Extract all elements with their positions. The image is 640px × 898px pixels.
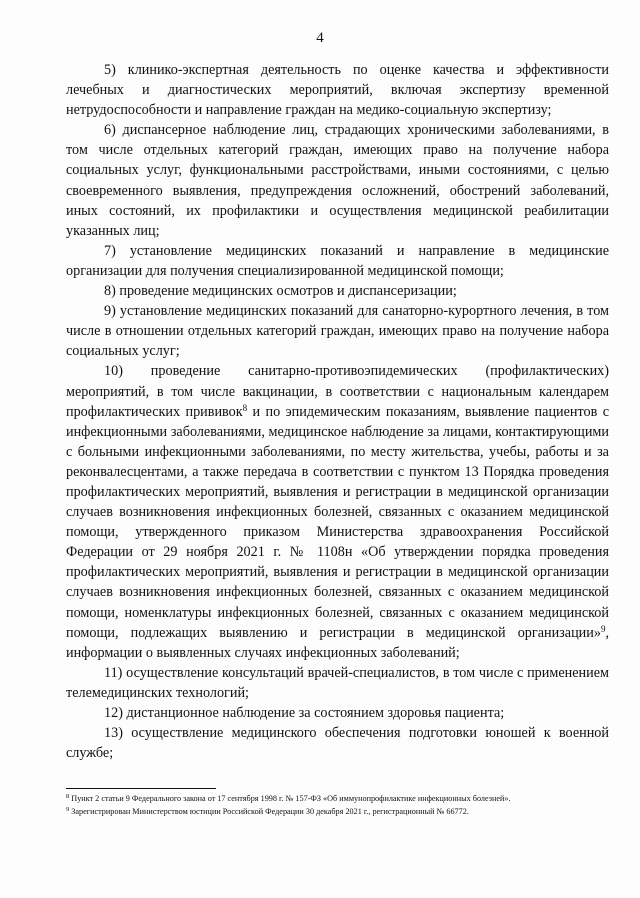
document-body [66, 60, 609, 763]
paragraph-item-6: 6) диспансерное наблюдение лиц, страдающих хроническими заболеваниями, в том числе отдельных категорий граждан, имеющих право на получение набора социальных услуг, функциональными расстройствами, иными состояниями, с целью своевременного выявления, предупреждения осложнений, обострений заболеваний, иных состояний, их профилактики и осуществления медицинской реабилитации указанных лиц; [66, 122, 609, 239]
footnote-9-text: Зарегистрирован Министерством юстиции Российской Федерации 30 декабря 2021 г., регистрационный № 66772. [69, 806, 469, 816]
footnote-marker-8: 8 [66, 793, 70, 800]
paragraph-item-8: 8) проведение медицинских осмотров и диспансеризации; [104, 283, 457, 300]
paragraph-item-13: 13) осуществление медицинского обеспечения подготовки юношей к военной службе; [66, 725, 609, 762]
footnote-8-text: Пункт 2 статьи 9 Федерального закона от 17 сентября 1998 г. № 157-ФЗ «Об иммунопрофилактике инфекционных болезней». [69, 794, 511, 803]
paragraph-item-9: 9) установление медицинских показаний для санаторно-курортного лечения, в том числе в отношении отдельных категорий граждан, имеющих право на получение набора социальных услуг; [66, 303, 609, 360]
footnote-8 [66, 793, 609, 805]
paragraph-item-12: 12) дистанционное наблюдение за состоянием здоровья пациента; [104, 705, 505, 721]
paragraph-item-10 [66, 361, 609, 662]
paragraph-10-part-1: 10) проведение санитарно-противоэпидемических (профилактических) мероприятий, в том числе вакцинации, в соответствии с национальным календарем профилактических прививок [66, 363, 609, 420]
footnotes-section [66, 793, 609, 818]
paragraph-item-5: 5) клинико-экспертная деятельность по оценке качества и эффективности лечебных и диагностических мероприятий, включая экспертизу временной нетрудоспособности и направление граждан на медико-социальную экспертизу; [66, 62, 609, 119]
footnote-ref-8[interactable]: 8 [242, 402, 248, 413]
paragraph-10-part-3: , информации о выявленных случаях инфекционных заболеваний; [66, 624, 609, 661]
footnote-ref-9[interactable]: 9 [600, 623, 606, 634]
paragraph-item-11: 11) осуществление консультаций врачей-специалистов, в том числе с применением телемедицинских технологий; [66, 664, 609, 701]
footnote-9 [66, 806, 609, 818]
page-number: 4 [316, 30, 324, 46]
paragraph-10-part-2: и по эпидемическим показаниям, выявление пациентов с инфекционными заболеваниями, медицинское наблюдение за лицами, контактирующими с больными инфекционными заболеваниями, по месту жительства, учебы, работы и за реконвалесцентами, а также передача в соответствии с пунктом 13 Порядка проведения профилактических мероприятий, выявления и регистрации в медицинской организации случаев возникновения инфекционных болезней, связанных с оказанием медицинской помощи, утвержденного приказом Министерства здравоохранения Российской Федерации от 29 ноября 2021 г. № 1108н «Об утверждении порядка проведения профилактических мероприятий, выявления и регистрации в медицинской организации случаев возникновения инфекционных болезней, связанных с оказанием медицинской помощи, номенклатуры инфекционных болезней, связанных с оказанием медицинской помощи, подлежащих выявлению и регистрации в медицинской организации» [66, 403, 610, 641]
footnote-marker-9: 9 [66, 805, 70, 813]
footnote-divider [66, 788, 216, 789]
paragraph-item-7: 7) установление медицинских показаний и направление в медицинские организации для получения специализированной медицинской помощи; [66, 242, 609, 279]
